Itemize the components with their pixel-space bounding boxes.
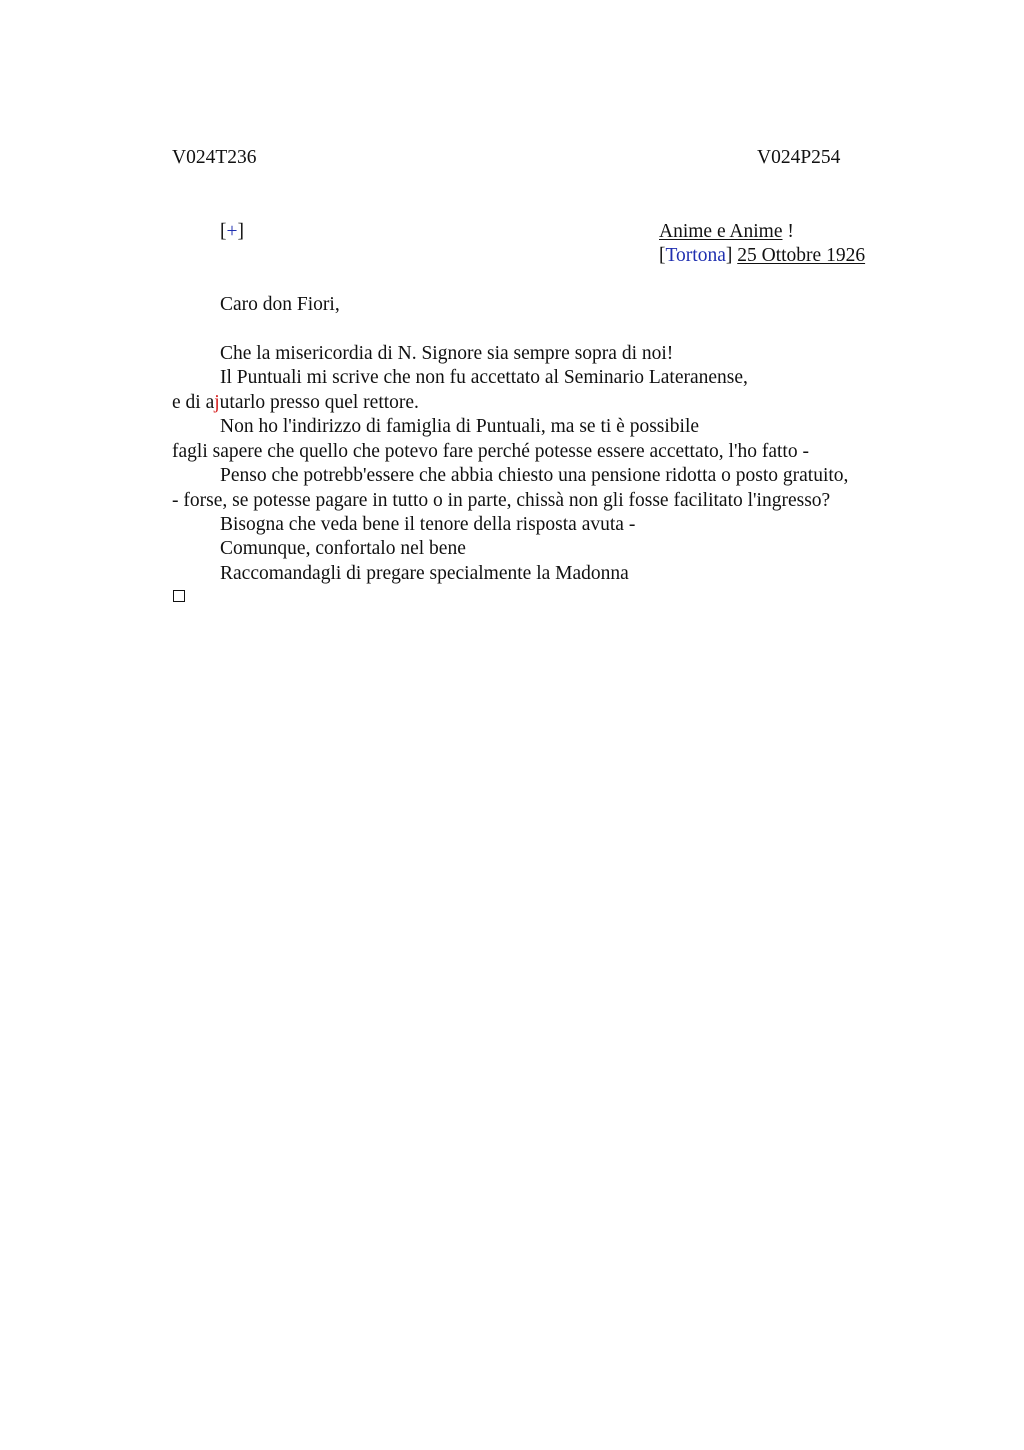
body-line-3-c: utarlo presso quel rettore. (219, 392, 419, 413)
body-line-4: Non ho l'indirizzo di famiglia di Puntuali, ma se ti è possibile (220, 416, 700, 437)
body-line-7: - forse, se potesse pagare in tutto o in parte, chissà non gli fosse facilitato l'ingresso? (172, 490, 831, 511)
place-name: Tortona (665, 245, 726, 266)
letter-date: 25 Ottobre 1926 (737, 245, 866, 266)
place-open-bracket: [ (659, 245, 666, 266)
plus-mark (220, 220, 244, 244)
title-text: Anime e Anime (659, 221, 783, 242)
body-line-3 (172, 391, 419, 415)
body-line-2: Il Puntuali mi scrive che non fu accettato al Seminario Lateranense, (220, 367, 748, 388)
body-line-6: Penso che potrebb'essere che abbia chiesto una pensione ridotta o posto gratuito, (220, 465, 849, 486)
body-line-3-a: e di a (172, 392, 215, 413)
plus-icon: + (226, 221, 238, 242)
letter-title (659, 220, 794, 244)
header-left-code: V024T236 (172, 147, 257, 168)
header-right-code: V024P254 (757, 147, 841, 168)
body-line-8: Bisogna che veda bene il tenore della risposta avuta - (220, 514, 636, 535)
title-suffix: ! (782, 221, 794, 242)
body-line-1: Che la misericordia di N. Signore sia sempre sopra di noi! (220, 343, 674, 364)
place-close-bracket: ] (725, 245, 733, 266)
mark-close-bracket: ] (237, 221, 244, 242)
salutation: Caro don Fiori, (220, 294, 340, 315)
mark-open-bracket: [ (220, 221, 227, 242)
body-line-3-correction: j (214, 392, 220, 413)
body-line-5: fagli sapere che quello che potevo fare perché potesse essere accettato, l'ho fatto - (172, 441, 809, 462)
place-date (659, 244, 865, 268)
end-square-icon (173, 590, 185, 602)
body-line-10: Raccomandagli di pregare specialmente la Madonna (220, 563, 629, 584)
body-line-9: Comunque, confortalo nel bene (220, 538, 466, 559)
